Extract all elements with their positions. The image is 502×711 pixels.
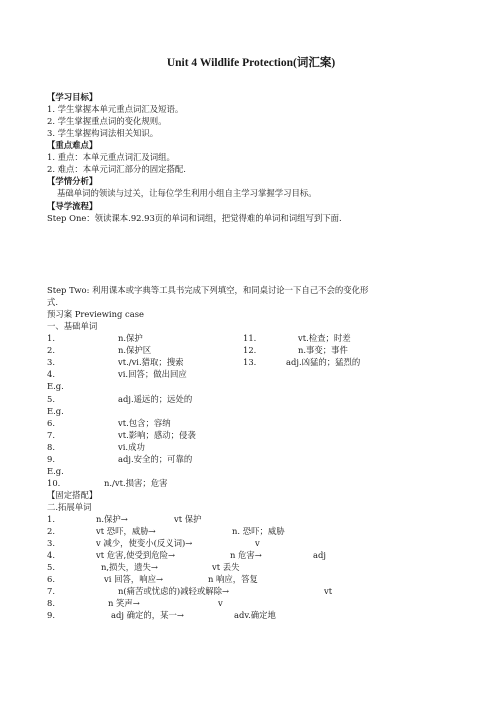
basic-word: vi.回答；做出回应 — [118, 369, 187, 379]
basic-word: vt.检查；时差 — [298, 333, 351, 343]
basic-num: 10. — [47, 478, 61, 488]
analysis-text: 基础单词的领读与过关，让每位学生利用小组自主学习掌握学习目标。 — [57, 188, 317, 198]
ext-word: n(痛苦或忧虑的)减轻或解除→ — [118, 586, 230, 596]
ext-word: n 响应，答复 — [208, 574, 258, 584]
ext-word: adj 确定的，某一→ — [111, 610, 184, 620]
basic-num: 2. — [47, 345, 55, 355]
basic-num: 12. — [243, 345, 257, 355]
basic-word: n.保护区 — [118, 345, 152, 355]
ext-word: n,损失，遗失→ — [101, 562, 158, 572]
basic-num: 6. — [47, 418, 55, 428]
ext-word: vt — [324, 586, 333, 596]
ext-word: adv.确定地 — [234, 610, 276, 620]
ext-word: vt 危害,使受到危险→ — [96, 550, 176, 560]
flow-heading: 【导学流程】 — [47, 201, 98, 211]
ext-word: adj — [313, 550, 326, 560]
ext-word: n.保护→ — [96, 514, 128, 524]
basic-word: vt.影响；感动；侵袭 — [118, 430, 196, 440]
basic-num: 7. — [47, 430, 55, 440]
basic-word: vt./vi.猎取；搜索 — [118, 357, 184, 367]
ext-num: 2. — [47, 526, 55, 536]
basic-word: n./vt.损害；危害 — [104, 478, 168, 488]
goal-item: 3. 学生掌握构词法相关知识。 — [47, 128, 159, 138]
ext-num: 9. — [47, 610, 55, 620]
ext-num: 5. — [47, 562, 55, 572]
page-title: Unit 4 Wildlife Protection(词汇案) — [166, 57, 336, 69]
ext-word: vt 丢失 — [212, 562, 240, 572]
key-point-item: 1. 重点：本单元重点词汇及词组。 — [47, 152, 175, 162]
ext-word: n 危害→ — [230, 550, 262, 560]
ext-num: 1. — [47, 514, 55, 524]
basic-word: vt.包含；容纳 — [118, 418, 171, 428]
basic-num: 9. — [47, 454, 55, 464]
step-two: Step Two: 利用课本或字典等工具书完成下列填空，和同桌讨论一下自己不会的变化形 — [47, 285, 369, 295]
analysis-heading: 【学情分析】 — [47, 176, 98, 186]
basic-num: 4. — [47, 369, 55, 379]
basic-num: 3. — [47, 357, 55, 367]
basic-num: 1. — [47, 333, 55, 343]
eg-label: E.g. — [47, 381, 64, 391]
extended-heading: 二.拓展单词 — [47, 502, 92, 512]
step-two-cont: 式. — [47, 297, 59, 307]
ext-word: v — [218, 598, 223, 608]
key-point-item: 2. 难点：本单元词汇部分的固定搭配. — [47, 164, 186, 174]
basic-word: n.事变；事件 — [298, 345, 348, 355]
basic-word: adj.安全的；可靠的 — [118, 454, 193, 464]
basic-heading: 一、基础单词 — [47, 321, 98, 331]
ext-num: 6. — [47, 574, 55, 584]
basic-word: adj.遥远的；远处的 — [118, 394, 193, 404]
step-one: Step One：领读课本.92.93页的单词和词组，把觉得难的单词和词组写到下面. — [47, 213, 342, 223]
basic-num: 13. — [243, 357, 257, 367]
goal-item: 1. 学生掌握本单元重点词汇及短语。 — [47, 104, 184, 114]
fixed-collocation-heading: 【固定搭配】 — [47, 490, 98, 500]
basic-word: vi.成功 — [118, 442, 145, 452]
basic-num: 5. — [47, 394, 55, 404]
ext-word: n. 恐吓；威胁 — [232, 526, 285, 536]
key-points-heading: 【重点难点】 — [47, 140, 98, 150]
ext-word: n 笑声→ — [108, 598, 140, 608]
ext-num: 3. — [47, 538, 55, 548]
basic-word: n.保护 — [118, 333, 143, 343]
preview-label: 预习案 Previewing case — [47, 309, 144, 319]
ext-word: vt 保护 — [174, 514, 202, 524]
ext-num: 4. — [47, 550, 55, 560]
ext-word: vi 回答，响应→ — [104, 574, 163, 584]
eg-label: E.g. — [47, 406, 64, 416]
goals-heading: 【学习目标】 — [47, 92, 98, 102]
basic-num: 8. — [47, 442, 55, 452]
ext-num: 8. — [47, 598, 55, 608]
ext-word: v — [255, 538, 260, 548]
eg-label: E.g. — [47, 466, 64, 476]
ext-num: 7. — [47, 586, 55, 596]
basic-num: 11. — [243, 333, 257, 343]
ext-word: vt 恐吓，威胁→ — [96, 526, 156, 536]
goal-item: 2. 学生掌握重点词的变化规则。 — [47, 116, 167, 126]
ext-word: v 减少，使变小(反义词)→ — [96, 538, 193, 548]
basic-word: adj.凶猛的；猛烈的 — [286, 357, 361, 367]
